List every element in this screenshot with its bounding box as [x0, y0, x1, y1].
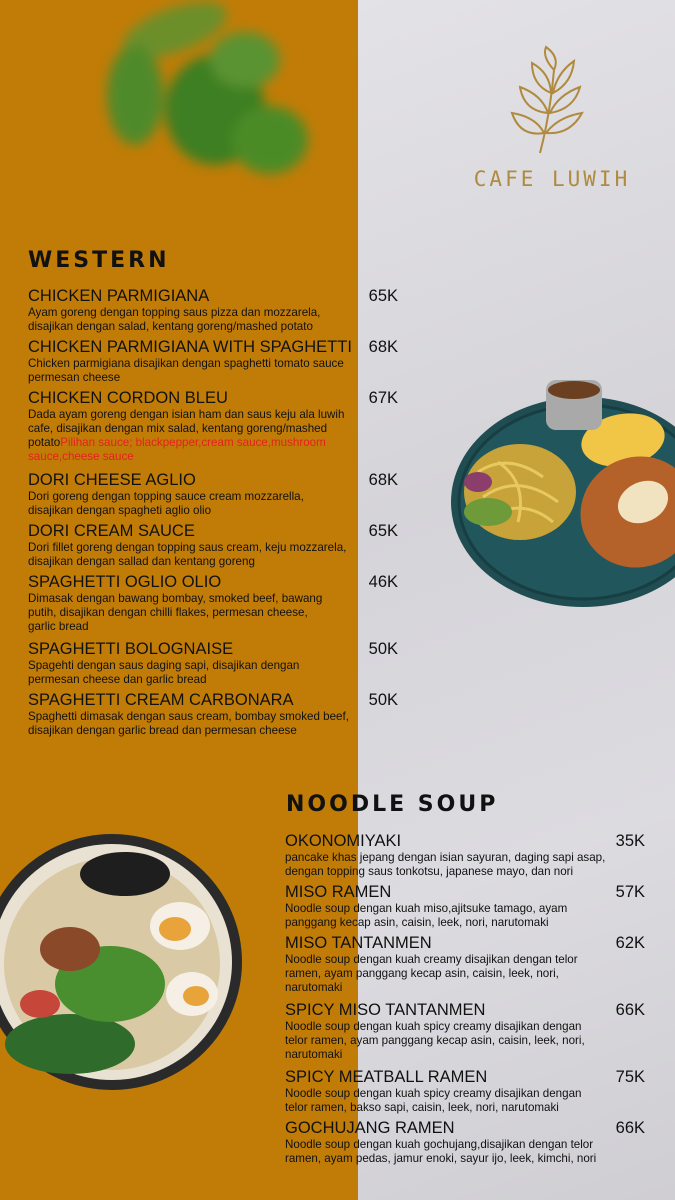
menu-item — [28, 640, 398, 687]
item-price: 65K — [368, 287, 398, 305]
item-name: CHICKEN PARMIGIANA — [28, 287, 210, 305]
item-price: 50K — [368, 640, 398, 658]
section-title-western: WESTERN — [28, 248, 170, 273]
item-name: CHICKEN PARMIGIANA WITH SPAGHETTI — [28, 338, 352, 356]
sauce-options-note: Pilihan sauce; blackpepper,cream sauce,mushroom — [60, 436, 326, 449]
item-desc-line: disajikan dengan garlic bread dan permesan cheese — [28, 724, 297, 737]
item-desc-line: garlic bread — [28, 620, 89, 633]
item-desc-line: pancake khas jepang dengan isian sayuran, daging sapi asap, — [285, 851, 606, 864]
brand-logo — [462, 45, 642, 195]
item-desc-line: dengan topping saus tonkotsu, japanese mayo, dan nori — [285, 865, 574, 878]
item-desc-line: narutomaki — [285, 981, 343, 994]
brand-name: CAFE LUWIH — [473, 167, 631, 191]
item-desc-line: Noodle soup dengan kuah creamy disajikan dengan telor — [285, 953, 578, 966]
item-name: SPAGHETTI CREAM CARBONARA — [28, 691, 294, 709]
menu-item — [28, 522, 398, 569]
item-price: 46K — [368, 573, 398, 591]
section-title-noodle-soup: NOODLE SOUP — [286, 792, 499, 817]
item-price: 65K — [368, 522, 398, 540]
menu-item — [28, 287, 398, 334]
item-name: GOCHUJANG RAMEN — [285, 1119, 455, 1137]
item-name: SPICY MISO TANTANMEN — [285, 1001, 486, 1019]
menu-item — [285, 1068, 645, 1115]
item-price: 68K — [368, 338, 398, 356]
item-desc-line: Dori goreng dengan topping sauce cream mozzarella, — [28, 490, 304, 503]
item-desc-line: Noodle soup dengan kuah gochujang,disajikan dengan telor — [285, 1138, 594, 1151]
sauce-options-note: sauce,cheese sauce — [28, 450, 134, 463]
item-price: 68K — [368, 471, 398, 489]
item-price: 57K — [615, 883, 645, 901]
chicken-plate-image — [448, 372, 675, 612]
item-desc-line: Spaghetti dimasak dengan saus cream, bombay smoked beef, — [28, 710, 349, 723]
item-desc-line: Noodle soup dengan kuah spicy creamy disajikan dengan — [285, 1087, 582, 1100]
menu-item — [28, 338, 398, 385]
item-desc-line: Ayam goreng dengan topping saus pizza dan mozzarela, — [28, 306, 321, 319]
item-price: 35K — [615, 832, 645, 850]
item-desc-line: putih, disajikan dengan chilli flakes, permesan cheese, — [28, 606, 308, 619]
menu-item — [285, 832, 645, 879]
menu-item — [285, 883, 645, 930]
item-desc-line: telor ramen, ayam panggang kecap asin, caisin, leek, nori, — [285, 1034, 585, 1047]
item-price: 50K — [368, 691, 398, 709]
item-name: SPAGHETTI OGLIO OLIO — [28, 573, 222, 591]
item-desc-line: disajikan dengan spagheti aglio olio — [28, 504, 212, 517]
item-desc-text: potato — [28, 436, 61, 449]
item-name: MISO RAMEN — [285, 883, 392, 901]
item-name: SPAGHETTI BOLOGNAISE — [28, 640, 234, 658]
item-name: CHICKEN CORDON BLEU — [28, 389, 228, 407]
item-desc-line: narutomaki — [285, 1048, 343, 1061]
item-desc-line: permesan cheese — [28, 371, 121, 384]
item-desc-line: Noodle soup dengan kuah spicy creamy disajikan dengan — [285, 1020, 582, 1033]
item-desc-line — [28, 436, 398, 450]
item-desc-line: Dada ayam goreng dengan isian ham dan saus keju ala luwih — [28, 408, 345, 421]
item-name: SPICY MEATBALL RAMEN — [285, 1068, 488, 1086]
item-desc-line: ramen, ayam panggang kecap asin, caisin, leek, nori, — [285, 967, 559, 980]
item-name: DORI CREAM SAUCE — [28, 522, 195, 540]
item-price: 66K — [615, 1119, 645, 1137]
menu-item — [285, 1001, 645, 1062]
item-desc-line: Spagehti dengan saus daging sapi, disajikan dengan — [28, 659, 300, 672]
menu-item — [28, 691, 398, 738]
item-price: 62K — [615, 934, 645, 952]
menu-item — [28, 573, 398, 634]
item-desc-line: cafe, disajikan dengan mix salad, kentang goreng/mashed — [28, 422, 328, 435]
leaf-decoration-icon — [95, 0, 325, 190]
leaf-logo-icon — [462, 45, 642, 160]
item-price: 67K — [368, 389, 398, 407]
ramen-bowl-image — [0, 834, 245, 1096]
item-desc-line: Noodle soup dengan kuah miso,ajitsuke tamago, ayam — [285, 902, 568, 915]
item-desc-line: Chicken parmigiana disajikan dengan spaghetti tomato sauce — [28, 357, 344, 370]
menu-item — [28, 389, 398, 464]
item-desc-line: Dori fillet goreng dengan topping saus cream, keju mozzarela, — [28, 541, 347, 554]
item-name: DORI CHEESE AGLIO — [28, 471, 196, 489]
item-desc-line: disajikan dengan salad, kentang goreng/mashed potato — [28, 320, 313, 333]
item-desc-line: disajikan dengan sallad dan kentang goreng — [28, 555, 255, 568]
item-desc-line: permesan cheese dan garlic bread — [28, 673, 207, 686]
item-name: MISO TANTANMEN — [285, 934, 432, 952]
item-desc-line: panggang kecap asin, caisin, leek, nori, narutomaki — [285, 916, 549, 929]
menu-item — [28, 471, 398, 518]
item-price: 66K — [615, 1001, 645, 1019]
menu-item — [285, 934, 645, 995]
item-name: OKONOMIYAKI — [285, 832, 402, 850]
item-price: 75K — [615, 1068, 645, 1086]
menu-item — [285, 1119, 645, 1166]
item-desc-line: Dimasak dengan bawang bombay, smoked beef, bawang — [28, 592, 323, 605]
item-desc-line: telor ramen, bakso sapi, caisin, leek, nori, narutomaki — [285, 1101, 559, 1114]
item-desc-line: ramen, ayam pedas, jamur enoki, sayur ijo, leek, kimchi, nori — [285, 1152, 597, 1165]
